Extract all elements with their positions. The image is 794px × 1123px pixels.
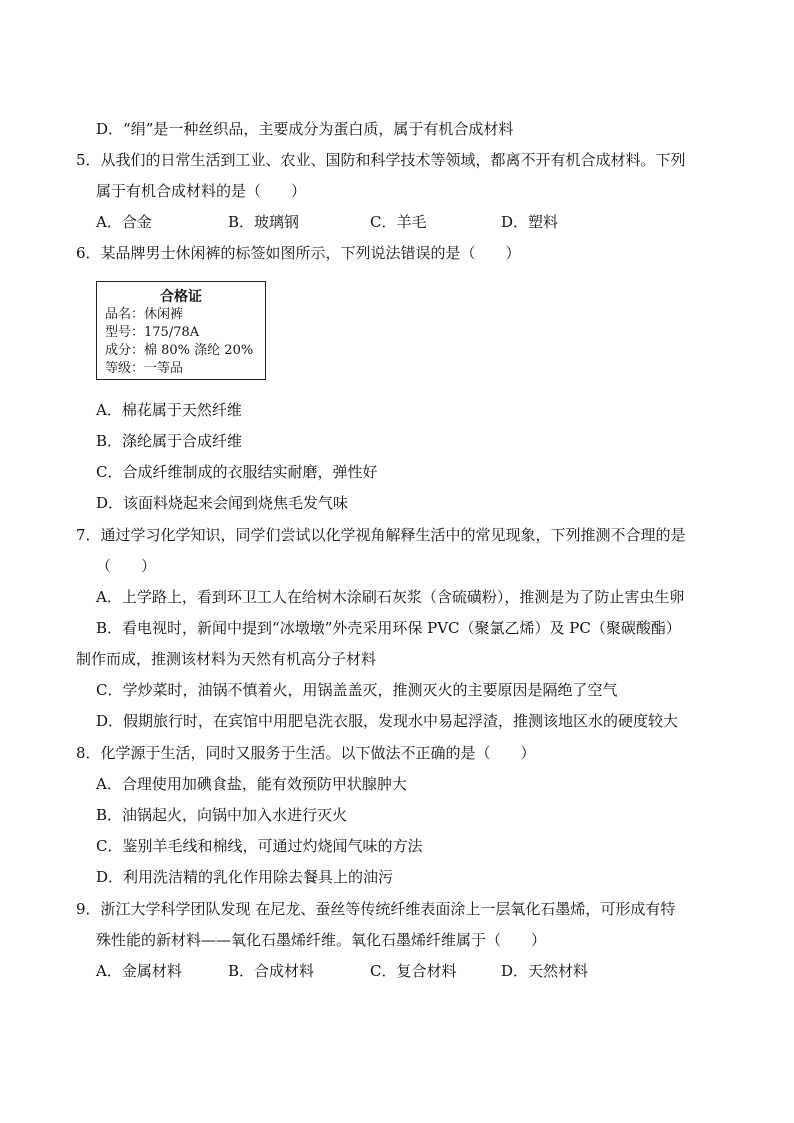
q9-option-c: C．复合材料 <box>370 962 457 980</box>
q5-option-a: A．合金 <box>96 213 152 231</box>
garment-label-model: 型号：175/78A <box>105 325 200 340</box>
garment-label-name: 品名：休闲裤 <box>105 307 184 322</box>
q7-option-c: C．学炒菜时，油锅不慎着火，用锅盖盖灭，推测灭火的主要原因是隔绝了空气 <box>96 681 618 699</box>
q5-stem-line1: 5．从我们的日常生活到工业、农业、国防和科学技术等领域，都离不开有机合成材料。下列 <box>76 151 686 169</box>
q7-option-d: D．假期旅行时，在宾馆中用肥皂洗衣服，发现水中易起浮渣，推测该地区水的硬度较大 <box>96 712 679 730</box>
garment-label-box <box>96 281 266 380</box>
q5-option-d: D．塑料 <box>501 213 559 231</box>
q6-option-d: D．该面料烧起来会闻到烧焦毛发气味 <box>96 494 349 512</box>
garment-label-composition: 成分：棉 80% 涤纶 20% <box>105 343 254 358</box>
garment-label-title: 合格证 <box>160 289 202 305</box>
q6-option-a: A．棉花属于天然纤维 <box>96 401 242 419</box>
q5-option-c: C．羊毛 <box>370 213 427 231</box>
q7-option-b-line1: B．看电视时，新闻中提到“冰墩墩”外壳采用环保 PVC（聚氯乙烯）及 PC（聚碳酸酯） <box>96 619 681 637</box>
q7-option-b-line2: 制作而成，推测该材料为天然有机高分子材料 <box>76 650 377 668</box>
q6-option-b: B．涤纶属于合成纤维 <box>96 432 243 450</box>
q6-option-c: C．合成纤维制成的衣服结实耐磨，弹性好 <box>96 463 378 481</box>
q9-option-b: B．合成材料 <box>228 962 315 980</box>
q7-option-a: A．上学路上，看到环卫工人在给树木涂刷石灰浆（含硫磺粉），推测是为了防止害虫生卵 <box>96 588 685 606</box>
q9-stem-line1: 9．浙江大学科学团队发现 在尼龙、蚕丝等传统纤维表面涂上一层氧化石墨烯，可形成有特 <box>76 900 676 918</box>
q9-option-d: D．天然材料 <box>501 962 589 980</box>
q5-stem-line2: 属于有机合成材料的是（ ） <box>96 182 307 200</box>
garment-label-grade: 等级：一等品 <box>105 361 184 376</box>
q8-option-b: B．油锅起火，向锅中加入水进行灭火 <box>96 806 348 824</box>
q5-option-b: B．玻璃钢 <box>228 213 300 231</box>
q9-stem-line2: 殊性能的新材料——氧化石墨烯纤维。氧化石墨烯纤维属于（ ） <box>96 931 547 949</box>
q8-option-a: A．合理使用加碘食盐，能有效预防甲状腺肿大 <box>96 775 407 793</box>
q6-stem: 6．某品牌男士休闲裤的标签如图所示，下列说法错误的是（ ） <box>76 244 521 262</box>
q7-stem-line2: （ ） <box>96 557 157 575</box>
q8-stem: 8．化学源于生活，同时又服务于生活。以下做法不正确的是（ ） <box>76 744 536 762</box>
q9-option-a: A．金属材料 <box>96 962 182 980</box>
q8-option-d: D．利用洗洁精的乳化作用除去餐具上的油污 <box>96 868 394 886</box>
q7-stem-line1: 7．通过学习化学知识，同学们尝试以化学视角解释生活中的常见现象，下列推测不合理的是 <box>76 526 686 544</box>
q4-option-d: D．“绢”是一种丝织品，主要成分为蛋白质，属于有机合成材料 <box>96 120 514 138</box>
q8-option-c: C．鉴别羊毛线和棉线，可通过灼烧闻气味的方法 <box>96 837 423 855</box>
